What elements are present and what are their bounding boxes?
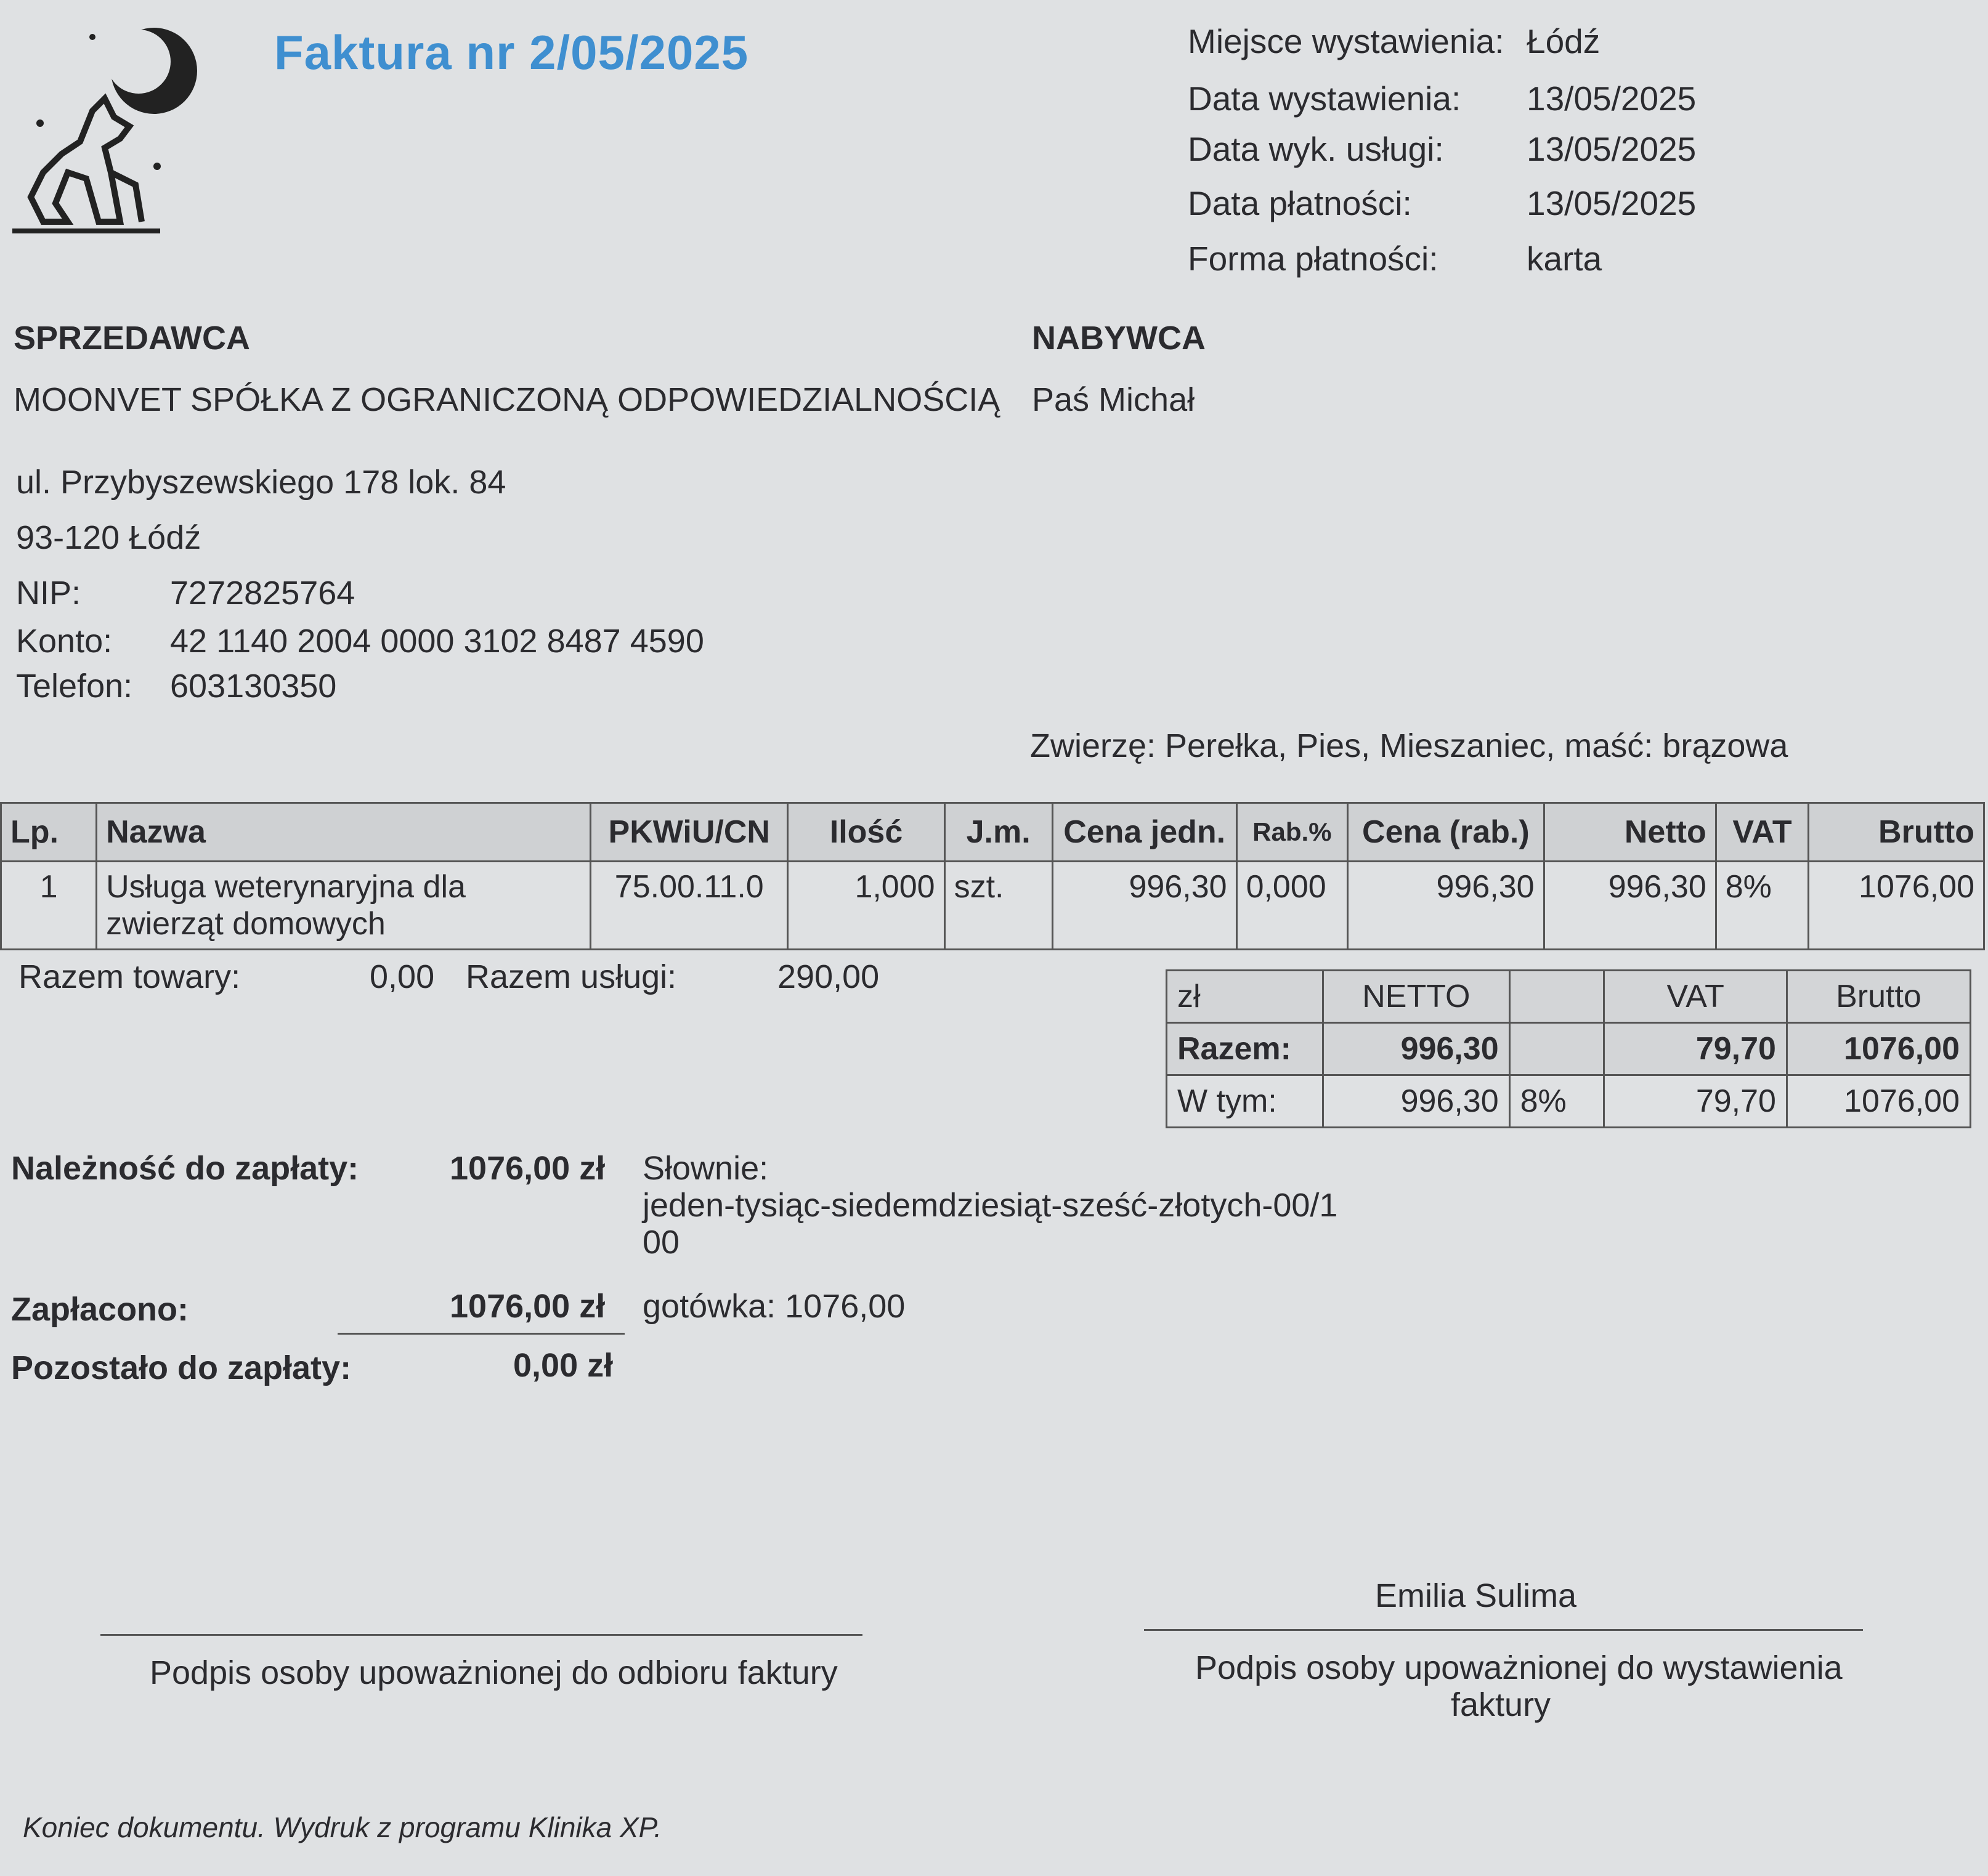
- remaining-label: Pozostało do zapłaty:: [11, 1349, 352, 1386]
- col-pkwiu: PKWiU/CN: [591, 803, 788, 862]
- cell-cena-rab: 996,30: [1348, 862, 1544, 950]
- sum-col-vat: VAT: [1604, 971, 1787, 1023]
- issuer-name: Emilia Sulima: [1375, 1577, 1577, 1614]
- receiver-signature-caption: Podpis osoby upoważnionej do odbioru faktury: [150, 1654, 838, 1691]
- col-cena-rab: Cena (rab.): [1348, 803, 1544, 862]
- footer-note: Koniec dokumentu. Wydruk z programu Klinika XP.: [23, 1811, 662, 1843]
- sum-col-rate: [1509, 971, 1604, 1023]
- issuer-signature-caption-line2: faktury: [1451, 1686, 1551, 1723]
- buyer-heading: NABYWCA: [1032, 320, 1206, 357]
- sum-wtym-vat: 79,70: [1604, 1075, 1787, 1128]
- cell-nazwa: Usługa weterynaryjna dla zwierząt domowych: [97, 862, 591, 950]
- sum-razem-vat: 79,70: [1604, 1023, 1787, 1075]
- summary-row-wtym: [1167, 1075, 1971, 1128]
- seller-city: 93-120 Łódź: [16, 519, 201, 556]
- paid-method: gotówka: 1076,00: [643, 1288, 906, 1325]
- cell-brutto: 1076,00: [1809, 862, 1984, 950]
- paid-value: 1076,00 zł: [450, 1288, 606, 1325]
- seller-name: MOONVET SPÓŁKA Z OGRANICZONĄ ODPOWIEDZIALNOŚCIĄ: [14, 381, 1000, 418]
- col-netto: Netto: [1544, 803, 1716, 862]
- meta-label-service-date: Data wyk. usługi:: [1188, 130, 1444, 168]
- seller-tel: 603130350: [170, 668, 337, 705]
- paid-underline: [338, 1333, 625, 1335]
- totals-services-value: 290,00: [777, 958, 880, 995]
- cell-lp: 1: [1, 862, 97, 950]
- seller-nip: 7272825764: [170, 575, 355, 612]
- col-cena-jedn: Cena jedn.: [1052, 803, 1236, 862]
- seller-konto-label: Konto:: [16, 623, 113, 660]
- buyer-name: Paś Michał: [1032, 381, 1195, 418]
- col-ilosc: Ilość: [788, 803, 944, 862]
- summary-header: [1167, 971, 1971, 1023]
- due-label: Należność do zapłaty:: [11, 1150, 359, 1187]
- cell-jm: szt.: [944, 862, 1052, 950]
- sum-wtym-label: W tym:: [1167, 1075, 1323, 1128]
- seller-street: ul. Przybyszewskiego 178 lok. 84: [16, 464, 506, 501]
- sum-col-netto: NETTO: [1323, 971, 1510, 1023]
- items-table: [0, 802, 1985, 950]
- table-row: [1, 862, 1984, 950]
- cell-pkwiu: 75.00.11.0: [591, 862, 788, 950]
- sum-razem-label: Razem:: [1167, 1023, 1323, 1075]
- sum-razem-netto: 996,30: [1323, 1023, 1510, 1075]
- meta-label-place: Miejsce wystawienia:: [1188, 22, 1504, 60]
- sum-wtym-netto: 996,30: [1323, 1075, 1510, 1128]
- receiver-signature-line: [100, 1634, 862, 1636]
- items-table-header: [1, 803, 1984, 862]
- cell-cena-jedn: 996,30: [1052, 862, 1236, 950]
- col-jm: J.m.: [944, 803, 1052, 862]
- col-vat: VAT: [1716, 803, 1809, 862]
- paid-label: Zapłacono:: [11, 1291, 189, 1328]
- meta-label-payment-form: Forma płatności:: [1188, 240, 1438, 278]
- animal-info: Zwierzę: Perełka, Pies, Mieszaniec, maść: brązowa: [1030, 727, 1788, 764]
- meta-value-payment-date: 13/05/2025: [1527, 184, 1697, 222]
- sum-col-brutto: Brutto: [1787, 971, 1970, 1023]
- summary-row-razem: [1167, 1023, 1971, 1075]
- sum-razem-rate: [1509, 1023, 1604, 1075]
- invoice-title: Faktura nr 2/05/2025: [274, 25, 749, 79]
- meta-label-issue-date: Data wystawienia:: [1188, 79, 1461, 118]
- moonvet-logo-icon: [12, 18, 209, 253]
- seller-nip-label: NIP:: [16, 575, 81, 612]
- cell-netto: 996,30: [1544, 862, 1716, 950]
- due-words-label: Słownie:: [643, 1150, 769, 1187]
- sum-wtym-rate: 8%: [1509, 1075, 1604, 1128]
- remaining-value: 0,00 zł: [513, 1347, 614, 1384]
- seller-konto: 42 1140 2004 0000 3102 8487 4590: [170, 623, 704, 660]
- issuer-signature-line: [1144, 1629, 1863, 1631]
- seller-heading: SPRZEDAWCA: [14, 320, 251, 357]
- meta-value-place: Łódź: [1527, 22, 1601, 60]
- due-words-line1: jeden-tysiąc-siedemdziesiąt-sześć-złotych-00/1: [643, 1187, 1338, 1224]
- meta-label-payment-date: Data płatności:: [1188, 184, 1412, 222]
- totals-services-label: Razem usługi:: [466, 958, 677, 995]
- vat-summary-table: [1166, 969, 1971, 1128]
- due-value: 1076,00 zł: [450, 1150, 606, 1187]
- meta-value-issue-date: 13/05/2025: [1527, 79, 1697, 118]
- cell-rabat: 0,000: [1236, 862, 1348, 950]
- meta-value-payment-form: karta: [1527, 240, 1602, 278]
- totals-goods-value: 0,00: [370, 958, 435, 995]
- meta-value-service-date: 13/05/2025: [1527, 130, 1697, 168]
- col-lp: Lp.: [1, 803, 97, 862]
- col-rabat: Rab.%: [1236, 803, 1348, 862]
- sum-razem-brutto: 1076,00: [1787, 1023, 1970, 1075]
- totals-goods-label: Razem towary:: [18, 958, 241, 995]
- col-brutto: Brutto: [1809, 803, 1984, 862]
- sum-wtym-brutto: 1076,00: [1787, 1075, 1970, 1128]
- due-words-line2: 00: [643, 1224, 680, 1261]
- col-nazwa: Nazwa: [97, 803, 591, 862]
- cell-ilosc: 1,000: [788, 862, 944, 950]
- sum-col-currency: zł: [1167, 971, 1323, 1023]
- issuer-signature-caption-line1: Podpis osoby upoważnionej do wystawienia: [1195, 1649, 1843, 1686]
- cell-vat: 8%: [1716, 862, 1809, 950]
- seller-tel-label: Telefon:: [16, 668, 133, 705]
